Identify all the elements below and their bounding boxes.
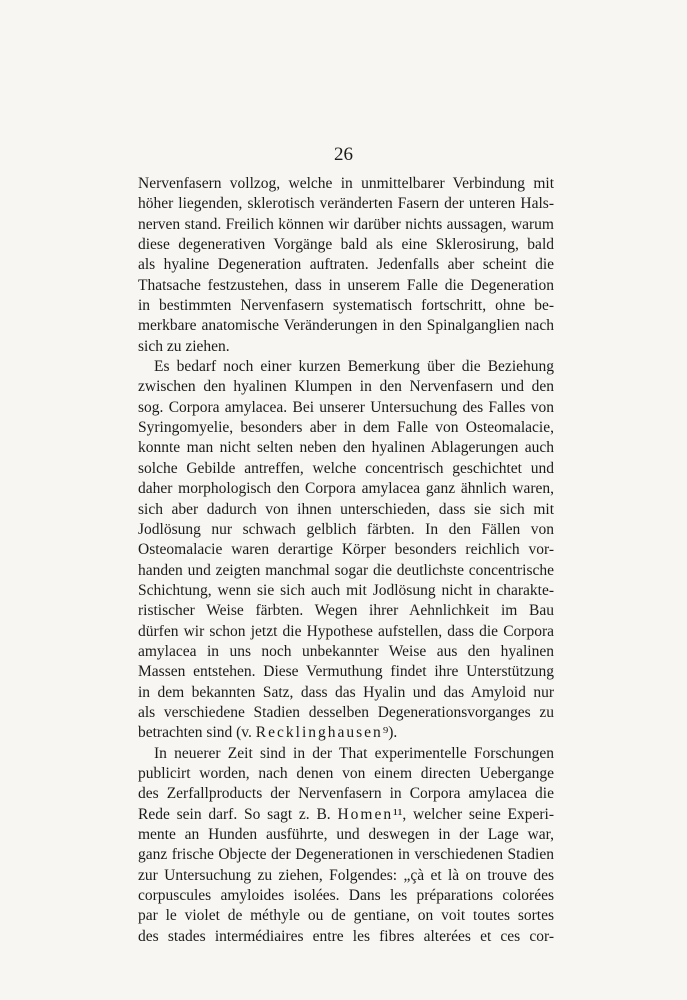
page-number: 26 bbox=[334, 144, 353, 165]
text-line: Massen entstehen. Diese Vermuthung findet ihre Unterstützung bbox=[138, 663, 554, 681]
text-line: ganz frische Objecte der Degenerationen in verschiedenen Stadien bbox=[138, 846, 554, 864]
text-line: sog. Corpora amylacea. Bei unserer Untersuchung des Falles von bbox=[138, 398, 554, 416]
text-line: sich aber dadurch von ihnen unterschieden, dass sie sich mit bbox=[138, 500, 554, 518]
text-line: In neuerer Zeit sind in der That experimentelle Forschungen bbox=[154, 744, 554, 762]
text-line: nerven stand. Freilich können wir darüber nichts aussagen, warum bbox=[138, 215, 554, 233]
text-fragment: betrachten sind (v. bbox=[138, 724, 256, 742]
author-name: Recklinghausen bbox=[255, 724, 383, 742]
text-line: daher morphologisch den Corpora amylacea ganz ähnlich waren, bbox=[138, 480, 554, 498]
text-line: höher liegenden, sklerotisch veränderten Fasern der unteren Hals- bbox=[138, 195, 554, 213]
text-line: amylacea in uns noch unbekannter Weise aus den hyalinen bbox=[138, 642, 554, 660]
text-line: des stades intermédiaires entre les fibres alterées et ces cor- bbox=[138, 927, 554, 945]
text-line: par le violet de méthyle ou de gentiane, on voit toutes sortes bbox=[138, 907, 554, 925]
text-line: sich zu ziehen. bbox=[138, 337, 230, 355]
text-fragment: Rede sein darf. So sagt z. B. bbox=[138, 805, 338, 823]
text-line: Es bedarf noch einer kurzen Bemerkung über die Beziehung bbox=[154, 358, 554, 376]
text-line: corpuscules amyloides isolées. Dans les préparations colorées bbox=[138, 887, 554, 905]
text-line: in bestimmten Nervenfasern systematisch fortschritt, ohne be- bbox=[138, 297, 554, 315]
text-line: als verschiedene Stadien desselben Degenerationsvorganges zu bbox=[138, 703, 554, 721]
body-text bbox=[138, 174, 554, 947]
author-name: Homen bbox=[337, 805, 394, 823]
text-line: Osteomalacie waren derartige Körper besonders reichlich vor- bbox=[138, 541, 554, 559]
text-line: Jodlösung nur schwach gelblich färbten. In den Fällen von bbox=[138, 520, 554, 538]
text-line: zur Untersuchung zu ziehen, Folgendes: „çà et là on trouve des bbox=[138, 866, 554, 884]
text-line bbox=[138, 805, 554, 825]
text-line: ristischer Weise färbten. Wegen ihrer Aehnlichkeit im Bau bbox=[138, 602, 554, 620]
text-line: dürfen wir schon jetzt die Hypothese aufstellen, dass die Corpora bbox=[138, 622, 554, 640]
footnote-ref: ¹¹, welcher seine Experi- bbox=[393, 805, 554, 823]
text-line: mente an Hunden ausführte, und deswegen in der Lage war, bbox=[138, 826, 554, 843]
text-line: des Zerfallproducts der Nervenfasern in Corpora amylacea die bbox=[138, 785, 554, 803]
text-line: diese degenerativen Vorgänge bald als eine Sklerosirung, bald bbox=[138, 236, 554, 254]
text-line: zwischen den hyalinen Klumpen in den Nervenfasern und den bbox=[138, 378, 554, 396]
text-line: Syringomyelie, besonders aber in dem Falle von Osteomalacie, bbox=[138, 419, 554, 437]
footnote-ref: ⁹). bbox=[382, 724, 398, 742]
text-line: publicirt worden, nach denen von einem directen Uebergange bbox=[138, 764, 554, 782]
text-line: konnte man nicht selten neben den hyalinen Ablagerungen auch bbox=[138, 439, 554, 457]
text-line: in dem bekannten Satz, dass das Hyalin und das Amyloid nur bbox=[138, 683, 554, 701]
text-line: merkbare anatomische Veränderungen in den Spinalganglien nach bbox=[138, 317, 554, 335]
text-line: Thatsache festzustehen, dass in unserem Falle die Degeneration bbox=[138, 276, 554, 294]
text-line: als hyaline Degeneration auftraten. Jedenfalls aber scheint die bbox=[138, 256, 554, 274]
text-line bbox=[138, 723, 554, 743]
text-line: Schichtung, wenn sie sich auch mit Jodlösung nicht in charakte- bbox=[138, 581, 554, 599]
text-line: Nervenfasern vollzog, welche in unmittelbarer Verbindung mit bbox=[138, 175, 554, 192]
text-line: handen und zeigten manchmal sogar die deutlichste concentrische bbox=[138, 561, 554, 579]
text-line: solche Gebilde antreffen, welche concentrisch geschichtet und bbox=[138, 459, 554, 477]
